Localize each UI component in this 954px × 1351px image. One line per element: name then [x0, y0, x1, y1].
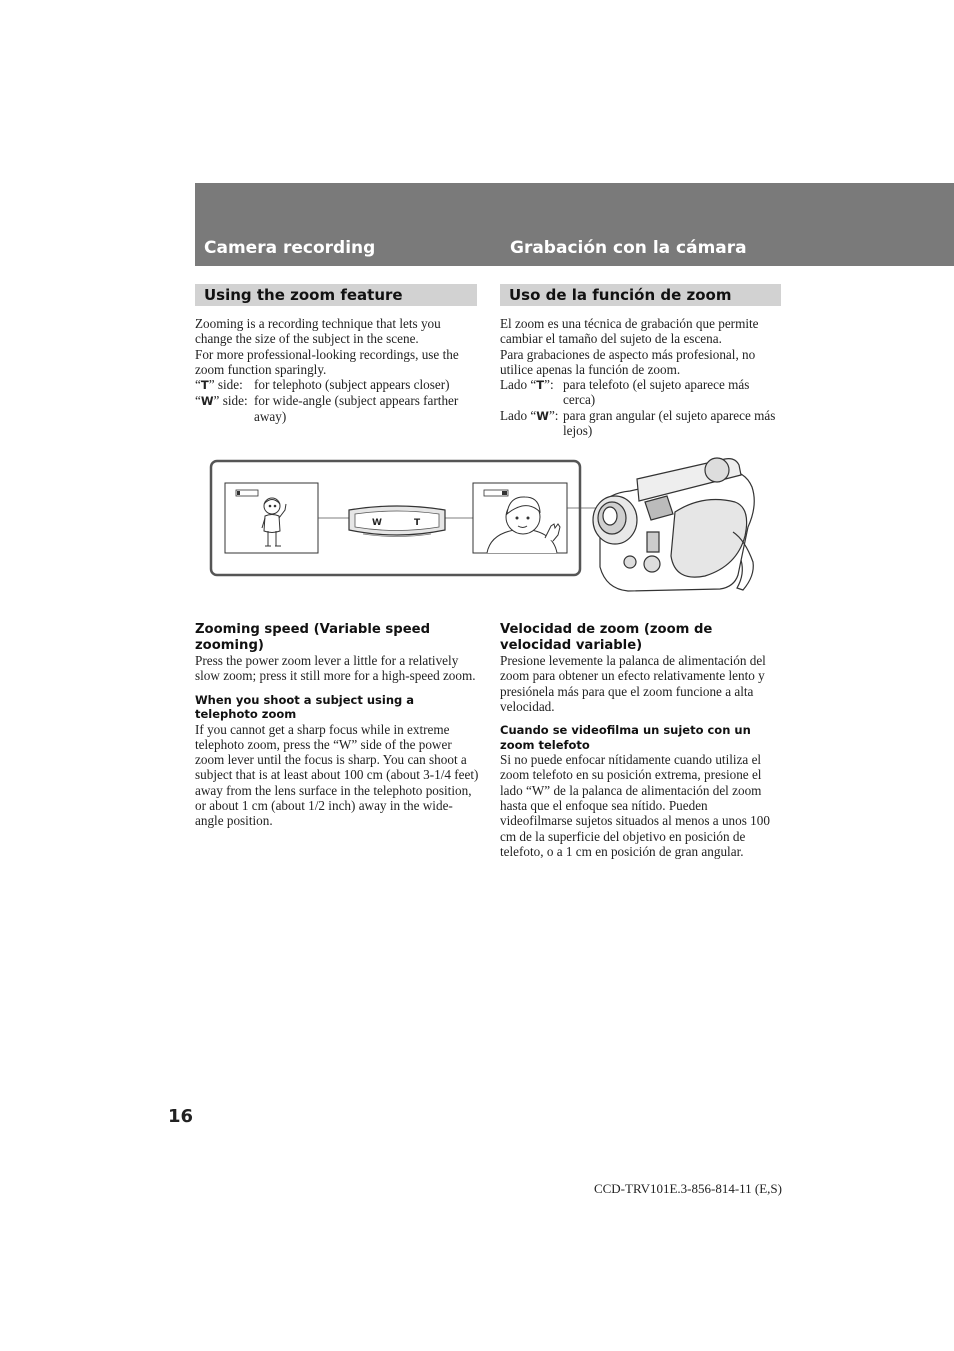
definition-desc: for telephoto (subject appears closer) [254, 377, 450, 393]
intro-en [195, 316, 480, 424]
wide-angle-definition [500, 408, 783, 439]
intro-paragraph: El zoom es una técnica de grabación que permite cambiar el tamaño del sujeto de la escena. [500, 316, 759, 347]
telephoto-text: If you cannot get a sharp focus while in extreme telephoto zoom, press the “W” side of the power zoom lever until the focus is sharp. You can shoot a subject that is at least about 100 cm (about 3-1/4 feet) away from the lens surface in the telephoto position, or about 1 cm (about 1/2 inch) away in the wide-angle position. [195, 721, 479, 829]
definition-desc: for wide-angle (subject appears farther away) [254, 393, 459, 424]
t-key-label: T [536, 378, 545, 393]
zoom-diagram [205, 452, 770, 608]
footer-code: CCD-TRV101E.3-856-814-11 (E,S) [593, 1181, 782, 1196]
telephoto-view-screen [473, 483, 567, 553]
section-heading-es: Uso de la función de zoom [500, 284, 781, 306]
zoom-speed-heading: Zooming speed (Variable speed zooming) [195, 622, 431, 653]
telephoto-subheading: When you shoot a subject using a telephoto zoom [195, 692, 415, 722]
definition-desc: para telefoto (el sujeto aparece más cerca) [563, 377, 750, 408]
intro-es [500, 316, 783, 438]
w-key-label: W [200, 394, 214, 409]
lever-t-label: T [414, 518, 421, 528]
zoom-speed-text: Presione levemente la palanca de alimentación del zoom para obtener un efecto relativamente lento y presiónela más para que el zoom funcione a alta velocidad. [500, 653, 766, 714]
t-key-label: T [200, 378, 209, 393]
zoom-lever-icon [349, 506, 445, 537]
wide-angle-definition [195, 393, 480, 424]
zoom-speed-es [500, 622, 783, 859]
page-title-en: Camera recording [204, 238, 376, 258]
definition-term: Lado “T”: [500, 377, 554, 393]
page-number: 16 [168, 1106, 194, 1127]
zoom-speed-en [195, 622, 480, 829]
zoom-speed-text: Press the power zoom lever a little for a relatively slow zoom; press it still more for a high-speed zoom. [195, 653, 476, 684]
definition-term: Lado “W”: [500, 407, 559, 423]
telephoto-definition [195, 377, 480, 393]
intro-paragraph: Para grabaciones de aspecto más profesional, no utilice apenas la función de zoom. [500, 346, 756, 377]
intro-paragraph: For more professional-looking recordings, use the zoom function sparingly. [195, 346, 459, 377]
lever-w-label: W [372, 518, 382, 528]
intro-paragraph: Zooming is a recording technique that lets you change the size of the subject in the scene. [195, 316, 441, 347]
camcorder-icon [567, 458, 754, 591]
telephoto-definition [500, 377, 783, 408]
section-heading-en: Using the zoom feature [195, 284, 477, 306]
definition-term: “W” side: [195, 393, 248, 409]
definition-term: “T” side: [195, 377, 243, 393]
telephoto-subheading: Cuando se videofilma un sujeto con un zoom telefoto [500, 723, 751, 752]
w-key-label: W [536, 408, 549, 423]
definition-desc: para gran angular (el sujeto aparece más lejos) [563, 407, 776, 439]
zoom-speed-heading: Velocidad de zoom (zoom de velocidad variable) [500, 622, 713, 653]
page-title-es: Grabación con la cámara [510, 238, 747, 258]
wide-view-screen [225, 483, 318, 553]
telephoto-text: Si no puede enfocar nítidamente cuando utiliza el zoom telefoto en su posición extrema, presione el lado “W” de la palanca de alimentación del zoom hasta que el enfoque sea nítido. Pueden videofilmarse sujetos situados al menos a unos 100 cm de la superficie del objetivo en posición de telefoto, o a 1 cm en posición de gran angular. [500, 752, 770, 859]
